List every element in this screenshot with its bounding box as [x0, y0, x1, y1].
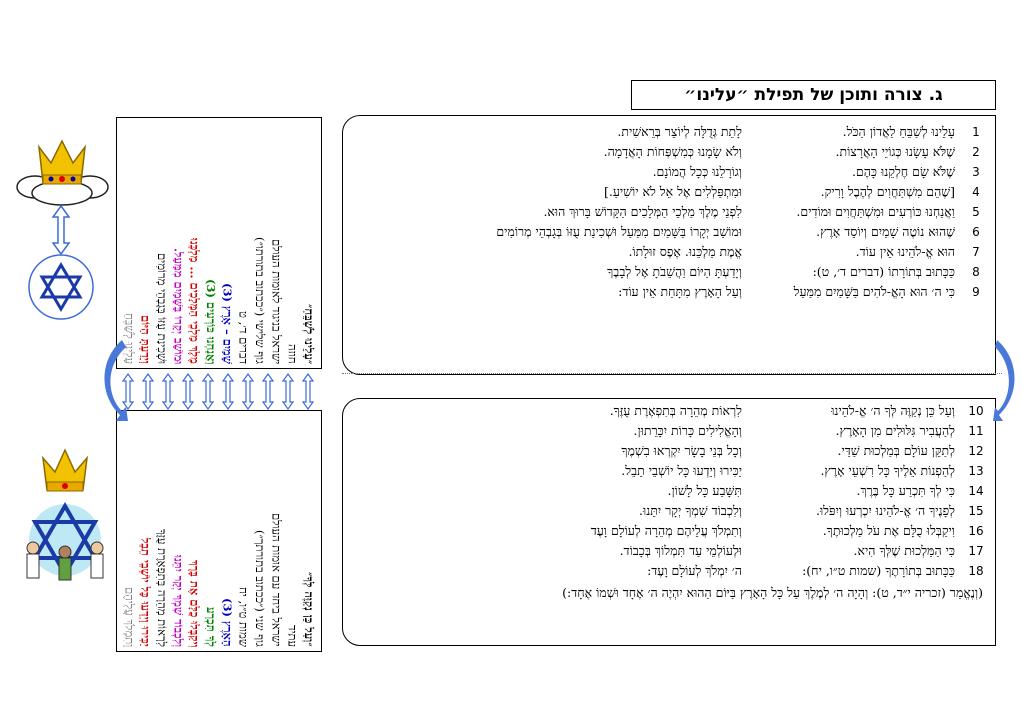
line-second-half: אֱמֶת מַלְכֵּנוּ. אֶפֶס זוּלָתוֹ. — [628, 244, 742, 259]
summary-column: גוף שני (״ככתוב בתורתך״) — [253, 530, 268, 647]
line-first-half: [שֶׁהֵם מִשְׁתַּחֲוִים לְהֶבֶל וָרִיק. — [820, 184, 955, 199]
line-second-half: יַכִּירוּ וְיֵדְעוּ כָּל יוֹשְׁבֵי תֵבֵל. — [621, 463, 742, 478]
star-of-david-icon — [27, 253, 95, 321]
text-line — [349, 521, 989, 541]
line-second-half: לִרְאוֹת מְהֵרָה בְּתִפְאֶרֶת עֻזֶּךָ. — [609, 403, 742, 418]
summary-box-top — [116, 117, 322, 369]
line-second-half: וְתִמְלֹךְ עֲלֵיהֶם מְהֵרָה לְעוֹלָם וָעֶד — [590, 523, 742, 538]
text-line — [349, 561, 989, 581]
summary-column: וְתִמְלֹךְ עֲלֵיהֶם — [122, 586, 137, 647]
right-curved-arrow — [993, 335, 1023, 425]
line-first-half: לְהַעֲבִיר גִּלּוּלִים מִן הָאָרֶץ. — [835, 423, 955, 438]
line-second-half: וְכָל בְּנֵי בָשָׂר יִקְרְאוּ בִשְׁמֶךָ — [621, 443, 742, 458]
line-second-half: תִּשָּׁבַע כָּל לָשׁוֹן. — [667, 483, 742, 498]
line-number: 9 — [972, 285, 980, 299]
text-line — [349, 262, 989, 282]
line-number: 16 — [968, 524, 984, 538]
line-first-half: שֶׁהוּא נוֹטֶה שָׁמַיִם וְיוֹסֵד אָרֶץ. — [816, 224, 955, 239]
summary-column: וְיָדַעְתָּ הַיּוֹם — [138, 315, 153, 364]
line-number: 15 — [968, 504, 984, 518]
summary-column: ״וְעַל כֵּן נְקַוֶּה לְּךָ״ — [302, 572, 316, 647]
line-second-half: וְיָדַעְתָּ הַיּוֹם וַהֲשֵׁבֹתָ אֶל לְבָבֶךָ — [607, 264, 742, 279]
line-second-half: וּמִתְפַּלְלִים אֶל אֵל לֹא יוֹשִׁיעַ.] — [603, 184, 742, 199]
bottom-text-panel — [342, 398, 996, 646]
text-line — [349, 242, 989, 262]
line-first-half: כִּי לְךָ תִּכְרַע כָּל בֶּרֶךְ. — [856, 483, 955, 498]
line-second-half: וְגוֹרָלֵנוּ כְּכָל הֲמוֹנָם. — [652, 164, 742, 179]
line-number: 11 — [968, 424, 984, 438]
summary-column: גוף שלישי (״ככתוב בתורתו״) — [253, 237, 268, 364]
summary-column: חוזה — [285, 344, 300, 364]
line-first-half: וְעַל כֵּן נְקַוֶּה לְּךָ ה׳ אֱ-לֹהֵינוּ — [831, 403, 955, 418]
summary-column: לְךָ תִּכְרַע — [204, 607, 219, 647]
summary-column: עתיד — [285, 624, 300, 647]
line-number: 10 — [968, 404, 984, 418]
summary-column: שמות ט״ו, יח — [236, 587, 251, 647]
text-line — [349, 222, 989, 242]
page-title: ג. צורה ותוכן של תפילת ״עלינו״ — [631, 80, 996, 110]
connector-arrows — [118, 373, 320, 410]
line-first-half: הוּא אֱ-לֹהֵינוּ אֵין עוֹד. — [855, 244, 955, 259]
line-second-half: ה׳ יִמְלֹךְ לְעוֹלָם וָעֶד: — [647, 563, 742, 578]
summary-column: ישראל ביחד עם אומות העולם — [269, 513, 284, 647]
line-first-half: כַּכָּתוּב בְּתוֹרָתֶךָ (שמות ט״ו, יח): — [802, 563, 955, 578]
summary-column: וּשְׁכִינַת עֻזּוֹ בְּגָבְהֵי מְרוֹמִים — [155, 252, 170, 364]
line-first-half: כַּכָּתוּב בְּתוֹרָתוֹ (דברים ד׳, ט): — [812, 264, 955, 279]
text-line — [349, 202, 989, 222]
top-lines — [349, 122, 989, 302]
line-second-half: לָתֵת גְּדֻלָּה לְיוֹצֵר בְּרֵאשִׁית. — [617, 124, 742, 139]
line-second-half: וְעַל הָאָרֶץ מִתָּחַת אֵין עוֹד: — [618, 284, 742, 299]
line-first-half: שֶׁלֹּא שָׂם חֶלְקֵנוּ כָּהֶם. — [851, 164, 955, 179]
line-first-half: כִּי ה׳ הוּא הָאֱ-לֹהִים בַּשָּׁמַיִם מִמַּעַל — [793, 284, 955, 299]
line-first-half: וִיקַבְּלוּ כֻלָּם אֶת עֹל מַלְכוּתֶךָ. — [822, 523, 955, 538]
text-line — [349, 182, 989, 202]
line-number: 13 — [968, 464, 984, 478]
text-line — [349, 481, 989, 501]
summary-column: דברים ד׳, ט — [236, 310, 251, 364]
line-number: 12 — [968, 444, 984, 458]
line-second-half: וְלִכְבוֹד שִׁמְךָ יְקָר יִתֵּנוּ. — [639, 503, 742, 518]
text-line — [349, 282, 989, 302]
text-line — [349, 122, 989, 142]
line-number: 18 — [968, 564, 984, 578]
line-first-half: לְפָנֶיךָ ה׳ אֱ-לֹהֵינוּ יִכְרְעוּ וְיִפֹּלוּ. — [816, 503, 955, 518]
text-line — [349, 461, 989, 481]
line-number: 2 — [972, 145, 980, 159]
line-first-half: לְתַקֵּן עוֹלָם בְּמַלְכוּת שַׁדַּי. — [837, 443, 955, 458]
summary-column: מֶלֶךְ מַלְכֵי הַמְּלָכִים ... מַלְכֵּנוּ — [187, 238, 202, 364]
summary-box-bottom — [116, 410, 322, 652]
text-line — [349, 501, 989, 521]
line-second-half: וְהָאֱלִילִים כָּרוֹת יִכָּרֵתוּן. — [633, 423, 742, 438]
crown-star-people-icon — [15, 440, 115, 590]
line-number: 14 — [968, 484, 984, 498]
line-number: 5 — [972, 205, 980, 219]
bottom-lines — [349, 401, 989, 581]
summary-column: וּמוֹשַׁב יְקָרוֹ בַּשָּׁמַיִם מִמַּעַל. — [171, 247, 186, 364]
final-line: (וְנֶאֱמַר (זכריה י״ד, ט): וְהָיָה ה׳ לְמֶלֶךְ עַל כָּל הָאָרֶץ בַּיּוֹם הַהוּא יִהְיֶה ה׳ אֶחָד וּשְׁמוֹ אֶחָד:) — [562, 585, 983, 600]
summary-column: וְלִכְבוֹד שִׁמְךָ יְקָר יִתֵּנוּ — [171, 554, 186, 647]
line-number: 1 — [972, 125, 980, 139]
line-first-half: כִּי הַמַּלְכוּת שֶׁלְּךָ הִיא. — [853, 543, 955, 558]
double-arrow-icon — [50, 205, 72, 255]
text-line — [349, 401, 989, 421]
text-line — [349, 142, 989, 162]
summary-column: ישראל בניגוד לאומות העולם — [269, 238, 284, 364]
summary-column: יַכִּירוּ וְיֵדְעוּ כָּל יוֹשְׁבֵי תֵבֵל — [138, 538, 153, 647]
line-number: 8 — [972, 265, 980, 279]
line-first-half: לְהַפְנוֹת אֵלֶיךָ כָּל רִשְׁעֵי אָרֶץ. — [820, 463, 955, 478]
summary-column: עָלֵינוּ לְשַׁבֵּחַ — [122, 312, 137, 364]
line-number: 17 — [968, 544, 984, 558]
line-number: 7 — [972, 245, 980, 259]
crown-clouds-icon — [15, 135, 110, 207]
top-text-panel — [342, 115, 996, 375]
summary-column: וַאֲנַחְנוּ כּוֹרְעִים (3) — [204, 278, 219, 364]
line-number: 6 — [972, 225, 980, 239]
divider — [342, 373, 1002, 374]
text-line — [349, 162, 989, 182]
line-number: 4 — [972, 185, 980, 199]
line-second-half: וְלֹא שָׂמָנוּ כְּמִשְׁפְּחוֹת הָאֲדָמָה. — [603, 144, 742, 159]
summary-column: ״עָלֵינוּ לְשַׁבֵּחַ״ — [302, 303, 316, 364]
line-second-half: לִפְנֵי מֶלֶךְ מַלְכֵי הַמְּלָכִים הַקָּדוֹשׁ בָּרוּךְ הוּא. — [543, 204, 742, 219]
summary-column: וִיקַבְּלוּ כֻלָּם אֶת בָּרֶךְ — [187, 559, 202, 647]
line-first-half: עָלֵינוּ לְשַׁבֵּחַ לַאֲדוֹן הַכֹּל. — [842, 124, 955, 139]
line-first-half: שֶׁלֹּא עָשָׂנוּ כְּגוֹיֵי הָאֲרָצוֹת. — [835, 144, 955, 159]
summary-column: הָאָרֶץ (3) — [220, 598, 235, 647]
text-line — [349, 541, 989, 561]
summary-column: שָׁמַיִם – אָרֶץ (3) — [220, 283, 235, 364]
text-line — [349, 441, 989, 461]
line-first-half: וַאֲנַחְנוּ כּוֹרְעִים וּמִשְׁתַּחֲוִים וּמוֹדִים. — [796, 204, 955, 219]
line-number: 3 — [972, 165, 980, 179]
text-line — [349, 421, 989, 441]
line-second-half: וּלְעוֹלְמֵי עַד תִּמְלוֹךְ בְּכָבוֹד. — [619, 543, 742, 558]
line-second-half: וּמוֹשַׁב יְקָרוֹ בַּשָּׁמַיִם מִמַּעַל וּשְׁכִינַת עֻזּוֹ בְּגָבְהֵי מְרוֹמִים — [496, 224, 742, 239]
summary-column: לִרְאוֹת מְהֵרָה בְּתִפְאֶרֶת עֻזֶּךָ — [155, 528, 170, 647]
left-curved-arrow — [94, 335, 128, 425]
